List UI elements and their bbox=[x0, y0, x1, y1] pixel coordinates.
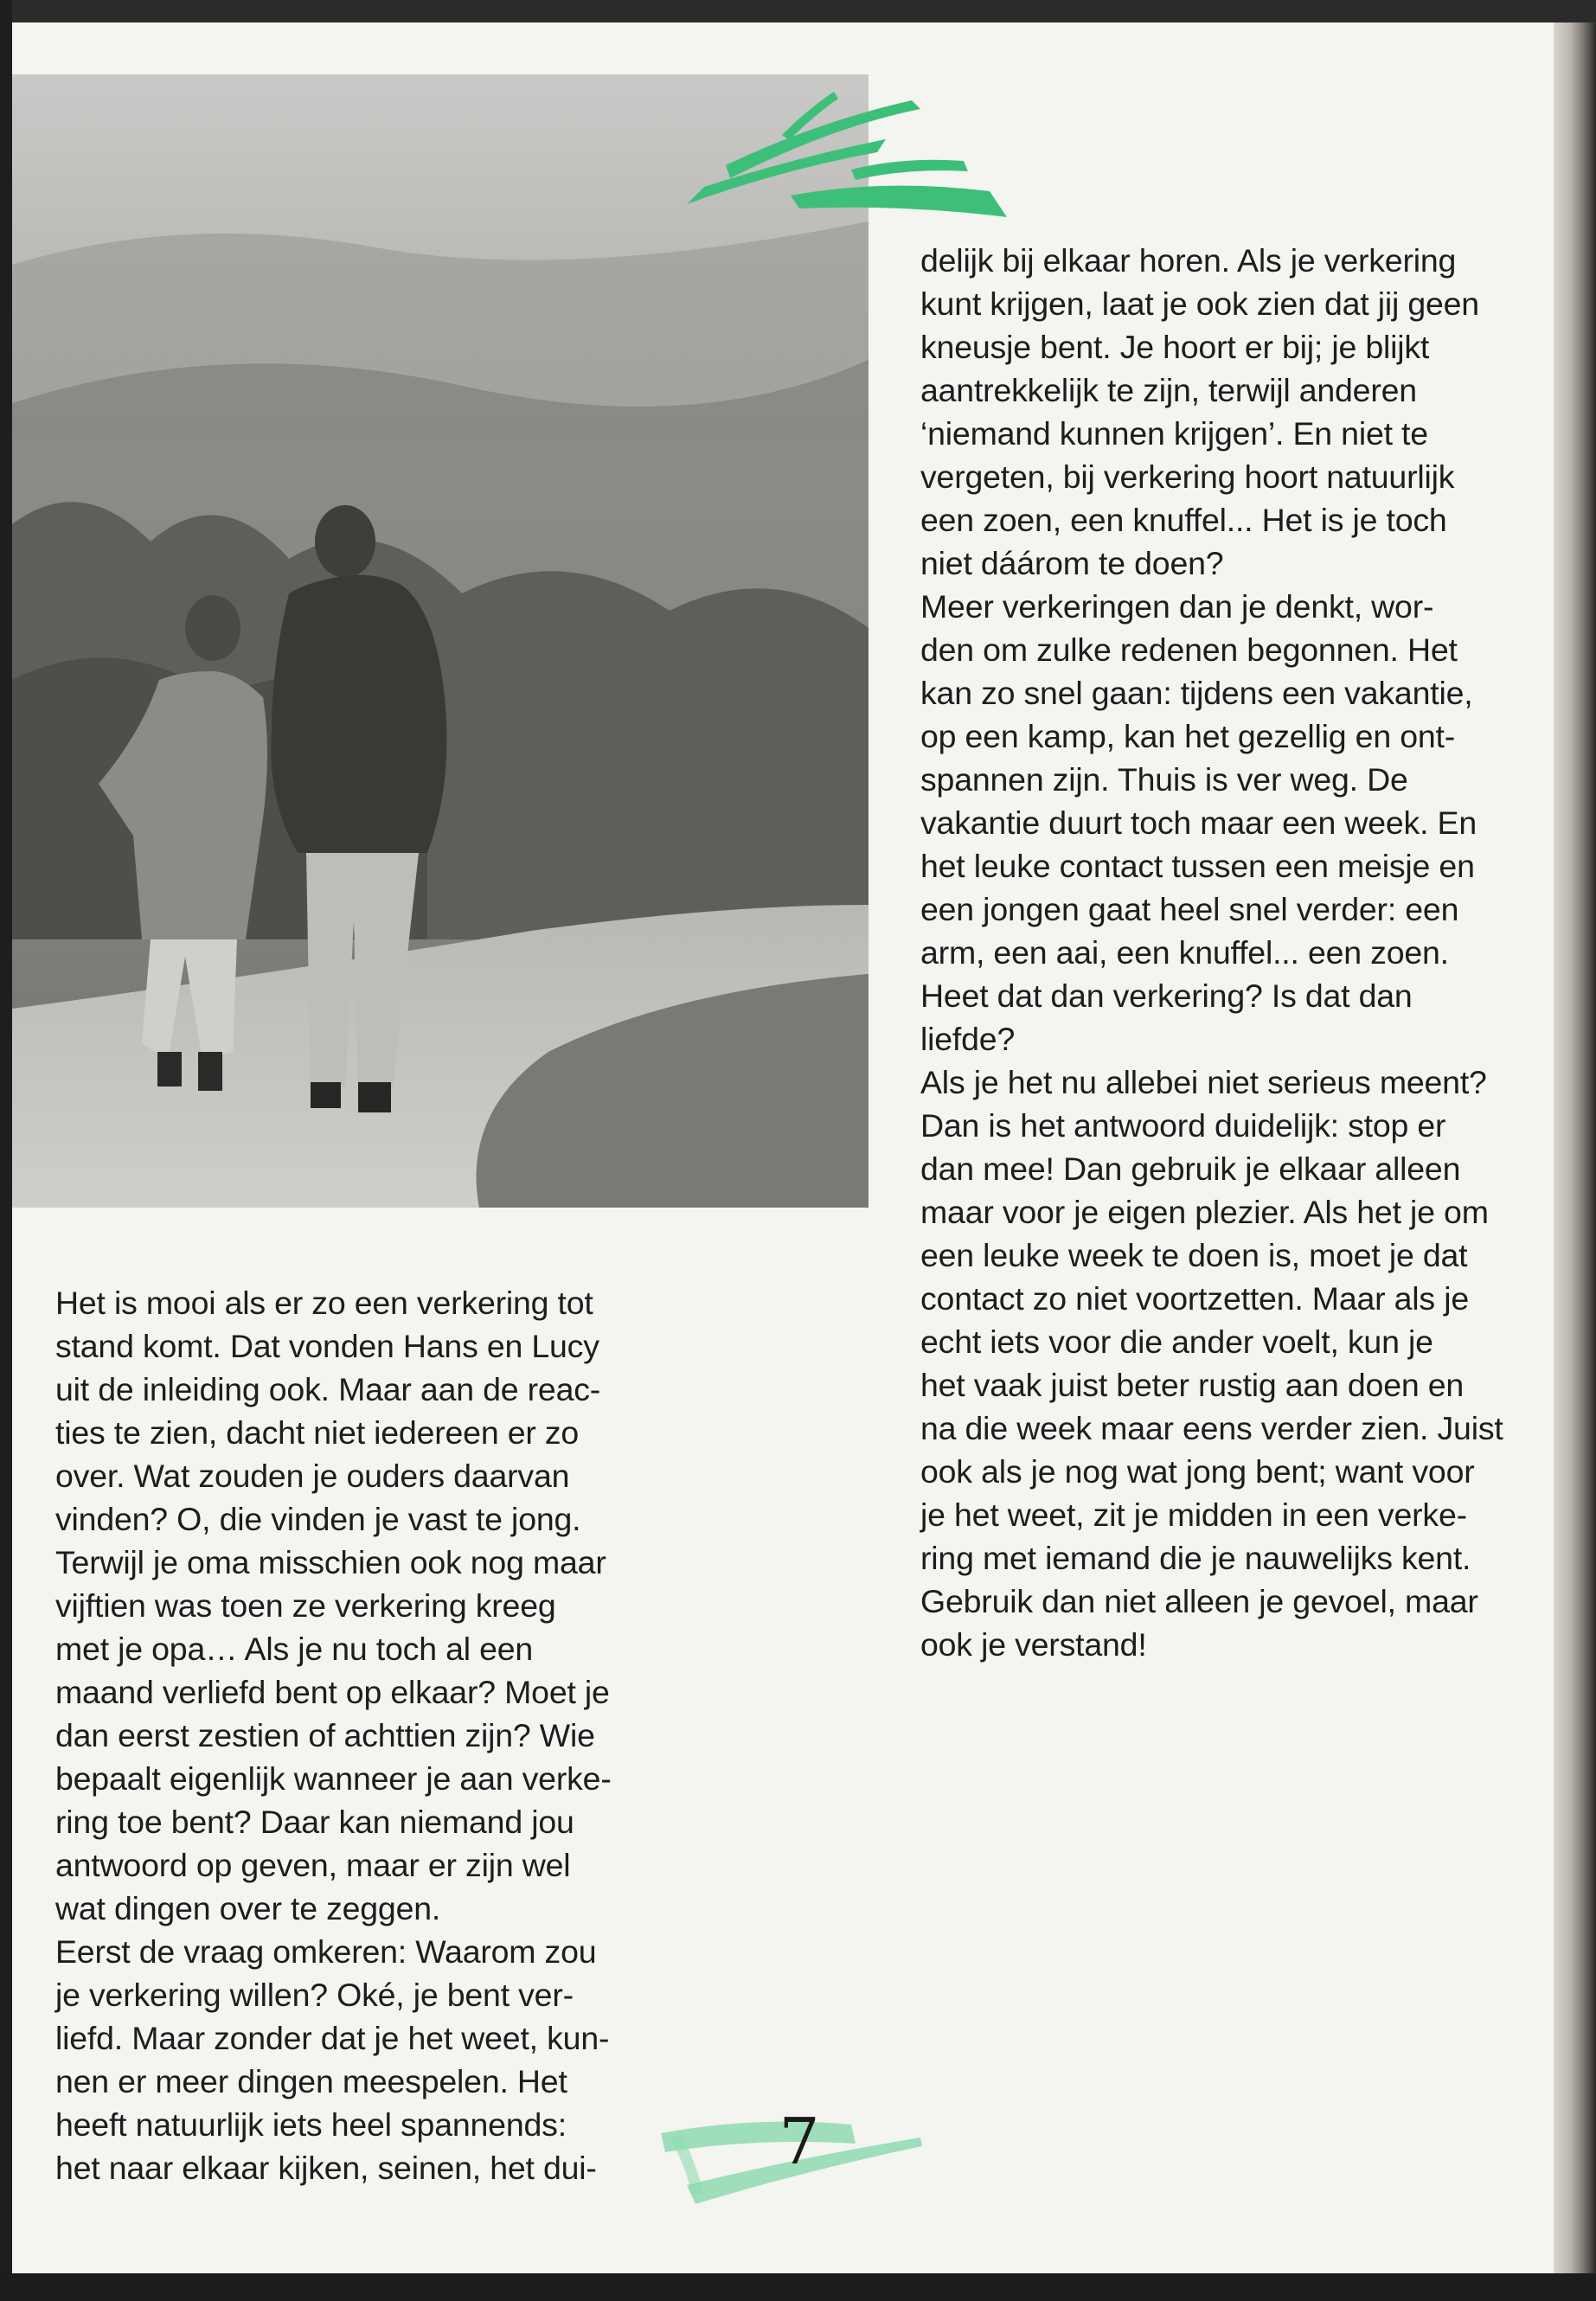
book-spine-edge bbox=[1554, 22, 1596, 2273]
text-line: ook je verstand! bbox=[920, 1626, 1147, 1663]
text-line: kneusje bent. Je hoort er bij; je blijkt bbox=[920, 329, 1430, 365]
text-line: wat dingen over te zeggen. bbox=[55, 1890, 441, 1926]
text-line: op een kamp, kan het gezellig en ont- bbox=[920, 718, 1456, 754]
text-line: over. Wat zouden je ouders daarvan bbox=[55, 1458, 570, 1494]
text-line: ook als je nog wat jong bent; want voor bbox=[920, 1453, 1475, 1490]
text-line: maand verliefd bent op elkaar? Moet je bbox=[55, 1674, 610, 1710]
text-line: liefd. Maar zonder dat je het weet, kun- bbox=[55, 2020, 610, 2056]
text-line: spannen zijn. Thuis is ver weg. De bbox=[920, 761, 1408, 798]
book-page bbox=[12, 22, 1554, 2273]
text-line: na die week maar eens verder zien. Juist bbox=[920, 1410, 1503, 1446]
text-line: een leuke week te doen is, moet je dat bbox=[920, 1237, 1468, 1273]
text-line: niet dáárom te doen? bbox=[920, 545, 1224, 581]
text-line: nen er meer dingen meespelen. Het bbox=[55, 2063, 567, 2099]
text-line: den om zulke redenen begonnen. Het bbox=[920, 631, 1458, 668]
text-line: maar voor je eigen plezier. Als het je om bbox=[920, 1194, 1489, 1230]
text-line: dan mee! Dan gebruik je elkaar alleen bbox=[920, 1150, 1461, 1187]
text-line: contact zo niet voortzetten. Maar als je bbox=[920, 1280, 1469, 1317]
text-line: kunt krijgen, laat je ook zien dat jij geen bbox=[920, 285, 1479, 322]
text-line: liefde? bbox=[920, 1021, 1016, 1057]
text-line: Dan is het antwoord duidelijk: stop er bbox=[920, 1107, 1446, 1144]
text-line: een jongen gaat heel snel verder: een bbox=[920, 891, 1459, 927]
text-line: Terwijl je oma misschien ook nog maar bbox=[55, 1544, 606, 1580]
text-line: heeft natuurlijk iets heel spannends: bbox=[55, 2106, 567, 2143]
green-brush-stroke-top bbox=[678, 74, 1024, 221]
right-text-column bbox=[920, 239, 1517, 1666]
text-line: kan zo snel gaan: tijdens een vakantie, bbox=[920, 675, 1473, 711]
scan-frame-top bbox=[0, 0, 1596, 22]
text-line: aantrekkelijk te zijn, terwijl anderen bbox=[920, 372, 1417, 408]
text-line: delijk bij elkaar horen. Als je verkering bbox=[920, 242, 1457, 279]
text-line: uit de inleiding ook. Maar aan de reac- bbox=[55, 1371, 601, 1407]
text-line: dan eerst zestien of achttien zijn? Wie bbox=[55, 1717, 595, 1753]
text-line: je verkering willen? Oké, je bent ver- bbox=[55, 1977, 574, 2013]
text-line: Als je het nu allebei niet serieus meent? bbox=[920, 1064, 1487, 1100]
text-line: arm, een aai, een knuffel... een zoen. bbox=[920, 934, 1449, 971]
text-line: ring toe bent? Daar kan niemand jou bbox=[55, 1804, 574, 1840]
couple-walking-photo bbox=[12, 74, 869, 1208]
text-line: het naar elkaar kijken, seinen, het dui- bbox=[55, 2150, 597, 2186]
text-line: vergeten, bij verkering hoort natuurlijk bbox=[920, 458, 1455, 495]
page-number: 7 bbox=[779, 2105, 820, 2179]
scan-frame-left bbox=[0, 0, 12, 2301]
text-line: ring met iemand die je nauwelijks kent. bbox=[920, 1540, 1471, 1576]
text-line: vakantie duurt toch maar een week. En bbox=[920, 804, 1477, 841]
text-line: je het weet, zit je midden in een verke- bbox=[920, 1497, 1467, 1533]
text-line: Gebruik dan niet alleen je gevoel, maar bbox=[920, 1583, 1478, 1619]
text-line: het leuke contact tussen een meisje en bbox=[920, 848, 1475, 884]
left-text-column bbox=[55, 1281, 644, 2189]
text-line: een zoen, een knuffel... Het is je toch bbox=[920, 502, 1447, 538]
text-line: ‘niemand kunnen krijgen’. En niet te bbox=[920, 415, 1428, 452]
text-line: Eerst de vraag omkeren: Waarom zou bbox=[55, 1933, 597, 1970]
text-line: echt iets voor die ander voelt, kun je bbox=[920, 1324, 1433, 1360]
text-line: het vaak juist beter rustig aan doen en bbox=[920, 1367, 1465, 1403]
text-line: vinden? O, die vinden je vast te jong. bbox=[55, 1501, 581, 1537]
text-line: antwoord op geven, maar er zijn wel bbox=[55, 1847, 571, 1883]
text-line: Het is mooi als er zo een verkering tot bbox=[55, 1285, 593, 1321]
text-line: bepaalt eigenlijk wanneer je aan verke- bbox=[55, 1760, 612, 1797]
text-line: met je opa… Als je nu toch al een bbox=[55, 1631, 534, 1667]
text-line: Meer verkeringen dan je denkt, wor- bbox=[920, 588, 1434, 625]
text-line: Heet dat dan verkering? Is dat dan bbox=[920, 977, 1413, 1014]
text-line: vijftien was toen ze verkering kreeg bbox=[55, 1587, 556, 1624]
text-line: ties te zien, dacht niet iedereen er zo bbox=[55, 1414, 580, 1451]
text-line: stand komt. Dat vonden Hans en Lucy bbox=[55, 1328, 599, 1364]
scan-frame-bottom bbox=[0, 2273, 1596, 2301]
